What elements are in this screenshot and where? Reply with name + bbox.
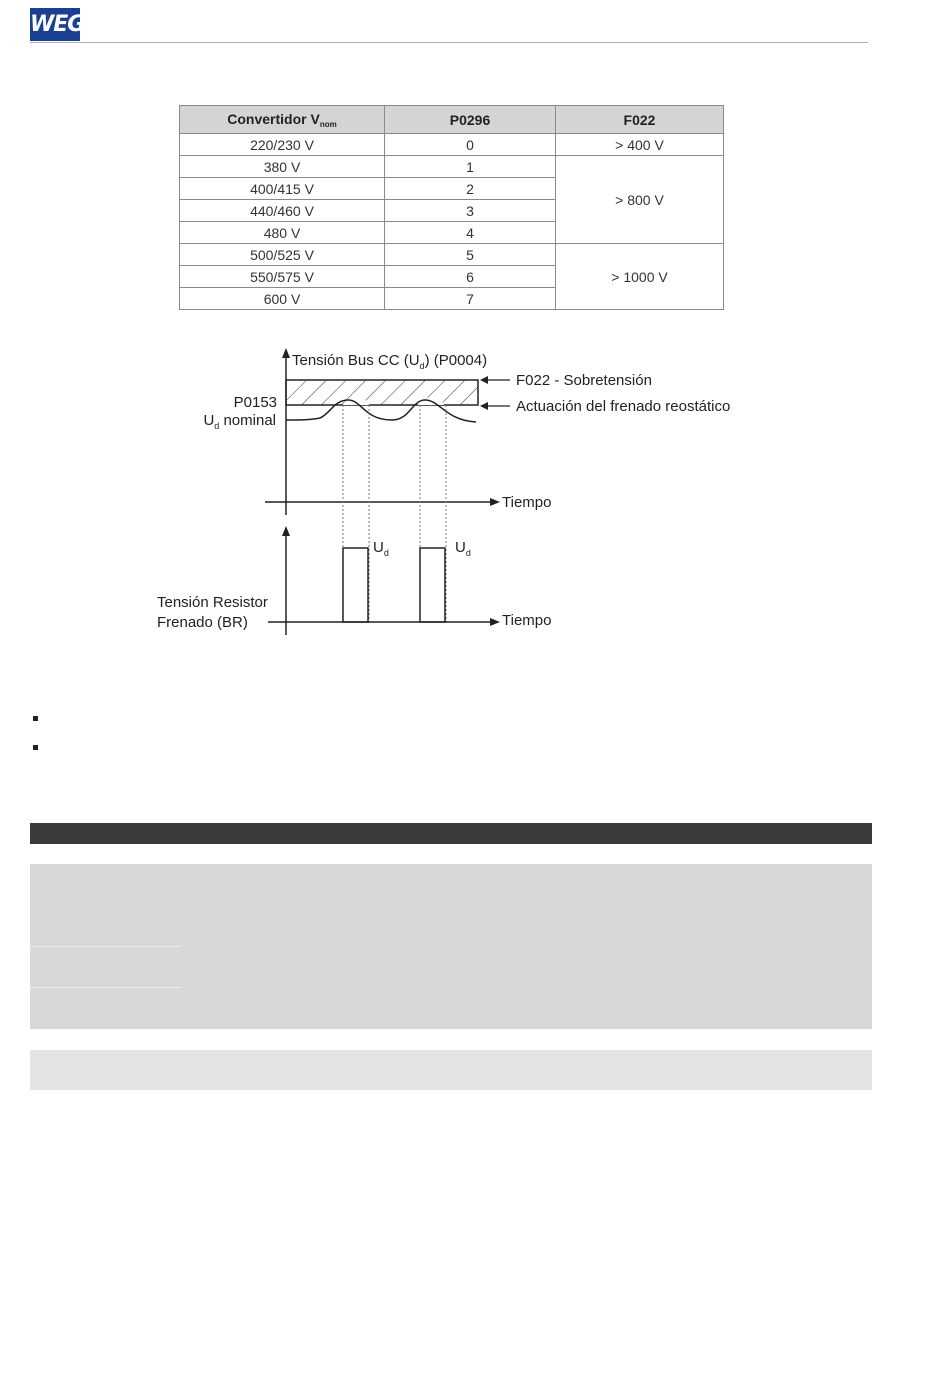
parameter-header-bar bbox=[30, 823, 872, 844]
resistor-label-line2: Frenado (BR) bbox=[157, 614, 248, 631]
pulse-label: $U_d$ bbox=[455, 539, 471, 558]
resistor-label-line1: Tensión Resistor bbox=[157, 594, 268, 611]
voltage-parameter-table bbox=[179, 105, 724, 310]
brake-pulse bbox=[420, 548, 445, 622]
row-separator bbox=[30, 987, 181, 988]
p0296-cell: 5 bbox=[385, 244, 556, 266]
bottom-time-arrowhead bbox=[490, 618, 500, 626]
bottom-axis-arrowhead bbox=[282, 526, 290, 536]
vnom-cell: 480 V bbox=[180, 222, 385, 244]
table-row bbox=[180, 134, 724, 156]
vnom-cell: 500/525 V bbox=[180, 244, 385, 266]
time-label-top: Tiempo bbox=[502, 494, 552, 511]
p0296-cell: 6 bbox=[385, 266, 556, 288]
table-header-row bbox=[180, 106, 724, 134]
ud-nominal-label: $U_d$ nominal bbox=[203, 412, 276, 431]
top-axis-label: Tensión Bus CC $(U_d)$ (P0004) bbox=[292, 352, 488, 371]
row-separator bbox=[30, 946, 181, 947]
bullet-marker bbox=[33, 745, 38, 750]
braking-diagram bbox=[0, 330, 950, 650]
p0296-cell: 3 bbox=[385, 200, 556, 222]
f022-cell: > 1000 V bbox=[556, 244, 724, 310]
top-axis-arrowhead bbox=[282, 348, 290, 358]
vnom-cell: 400/415 V bbox=[180, 178, 385, 200]
bullet-marker bbox=[33, 716, 38, 721]
p0296-cell: 2 bbox=[385, 178, 556, 200]
vnom-cell: 550/575 V bbox=[180, 266, 385, 288]
top-time-arrowhead bbox=[490, 498, 500, 506]
p0296-cell: 4 bbox=[385, 222, 556, 244]
brake-pulse bbox=[343, 548, 368, 622]
f022-cell: > 800 V bbox=[556, 156, 724, 244]
table-row bbox=[180, 244, 724, 266]
f022-cell: > 400 V bbox=[556, 134, 724, 156]
vnom-cell: 380 V bbox=[180, 156, 385, 178]
p0153-label: P0153 bbox=[233, 394, 277, 411]
header-divider bbox=[30, 42, 868, 43]
braking-label: Actuación del frenado reostático bbox=[516, 398, 731, 415]
time-label-bottom: Tiempo bbox=[502, 612, 552, 629]
vnom-cell: 440/460 V bbox=[180, 200, 385, 222]
header-p0296: P0296 bbox=[385, 106, 556, 134]
pulse-label: $U_d$ bbox=[373, 539, 389, 558]
overvoltage-pointer-head bbox=[480, 376, 488, 384]
hatch-lines bbox=[286, 380, 478, 405]
weg-logo: WEG bbox=[30, 8, 80, 41]
header-f022: F022 bbox=[556, 106, 724, 134]
p0296-cell: 1 bbox=[385, 156, 556, 178]
p0296-cell: 7 bbox=[385, 288, 556, 310]
vnom-cell: 600 V bbox=[180, 288, 385, 310]
header-converter-vnom: Convertidor $V_{nom}$ bbox=[180, 106, 385, 134]
table-row bbox=[180, 156, 724, 178]
braking-pointer-head bbox=[480, 402, 488, 410]
overvoltage-label: F022 - Sobretensión bbox=[516, 372, 652, 389]
parameter-block bbox=[30, 1050, 872, 1090]
vnom-cell: 220/230 V bbox=[180, 134, 385, 156]
p0296-cell: 0 bbox=[385, 134, 556, 156]
